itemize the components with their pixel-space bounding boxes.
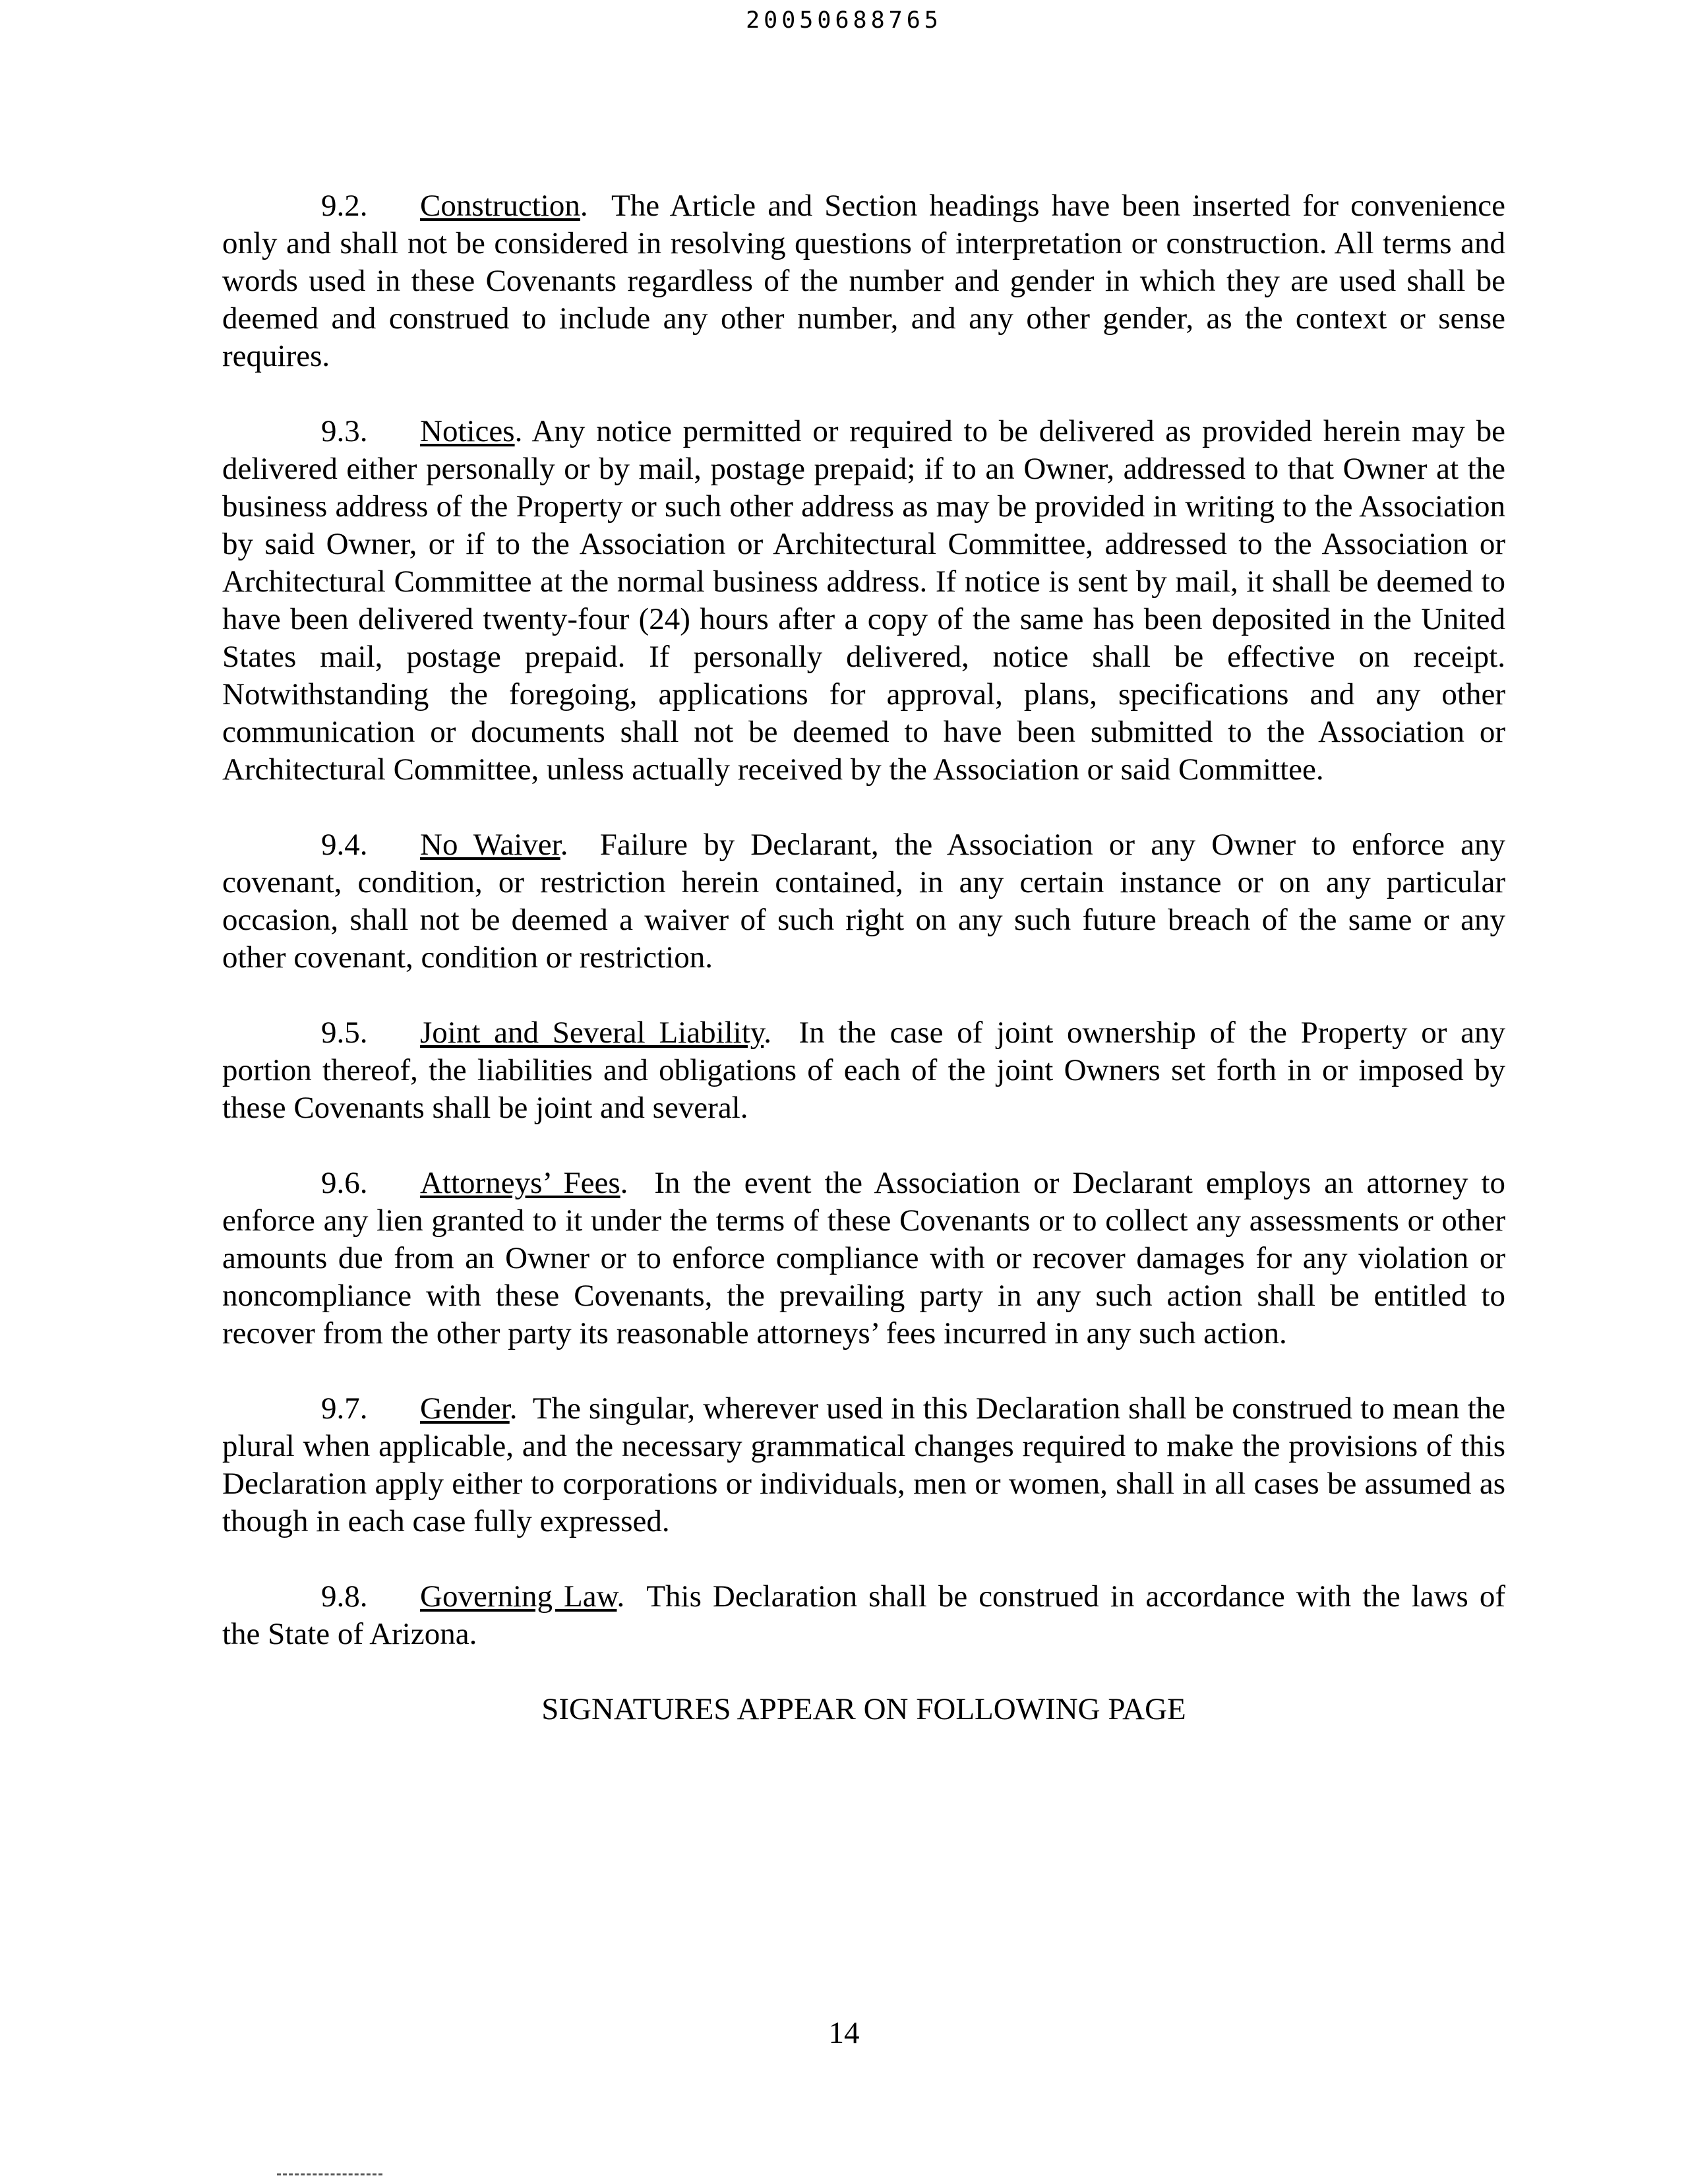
section-title: Notices — [420, 414, 515, 448]
section-body: This Declaration shall be construed in accordance with the laws of the State of Arizona. — [222, 1579, 1505, 1651]
section-9-6 — [222, 1165, 1505, 1352]
section-9-2 — [222, 187, 1505, 375]
title-period: . — [617, 1579, 625, 1614]
section-number: 9.8. — [321, 1579, 368, 1614]
title-period: . — [620, 1166, 628, 1200]
title-period: . — [509, 1391, 518, 1426]
section-title: Attorneys’ Fees — [420, 1166, 620, 1200]
document-body — [222, 187, 1505, 1728]
section-9-5 — [222, 1014, 1505, 1127]
section-title: Joint and Several Liability — [420, 1016, 764, 1050]
section-body: Failure by Declarant, the Association or any Owner to enforce any covenant, condition, or restriction herein contained, in any certain instance or on any particular occasion, shall not be deemed a waiver of such right on any such future breach of the same or any other covenant, condition or restriction. — [222, 828, 1505, 975]
section-body: The Article and Section headings have been inserted for convenience only and shall not be considered in resolving questions of interpretation or construction. All terms and words used in these Covenants regardless of the number and gender in which they are used shall be deemed and construed to include any other number, and any other gender, as the context or sense requires. — [222, 189, 1506, 373]
section-body: The singular, wherever used in this Declaration shall be construed to mean the plural when applicable, and the necessary grammatical changes required to make the provisions of this Declaration apply either to corporations or individuals, men or women, shall in all cases be assumed as though in each case fully expressed. — [222, 1391, 1505, 1538]
section-9-8 — [222, 1578, 1505, 1653]
section-number: 9.5. — [321, 1016, 368, 1050]
document-number-header: 20050688765 — [746, 7, 942, 34]
section-9-3 — [222, 413, 1505, 789]
section-number: 9.4. — [321, 828, 368, 862]
section-number: 9.7. — [321, 1391, 368, 1426]
section-number: 9.6. — [321, 1166, 368, 1200]
section-number: 9.3. — [321, 414, 368, 448]
page-number: 14 — [828, 2016, 860, 2050]
scan-artifact-line — [277, 2173, 382, 2175]
section-body: Any notice permitted or required to be delivered as provided herein may be delivered either personally or by mail, postage prepaid; if to an Owner, addressed to that Owner at the business address of the Property or such other address as may be provided in writing to the Association by said Owner, or if to the Association or Architectural Committee, addressed to the Association or Architectural Committee at the normal business address. If notice is sent by mail, it shall be deemed to have been delivered twenty-four (24) hours after a copy of the same has been deposited in the United States mail, postage prepaid. If personally delivered, notice shall be effective on receipt. Notwithstanding the foregoing, applications for approval, plans, specifications and any other communication or documents shall not be deemed to have been submitted to the Association or Architectural Committee, unless actually received by the Association or said Committee. — [222, 414, 1505, 787]
section-body: In the event the Association or Declarant employs an attorney to enforce any lien granted to it under the terms of these Covenants or to collect any assessments or other amounts due from an Owner or to enforce compliance with or recover damages for any violation or noncompliance with these Covenants, the prevailing party in any such action shall be entitled to recover from the other party its reasonable attorneys’ fees incurred in any such action. — [222, 1166, 1505, 1350]
title-period: . — [764, 1016, 772, 1050]
signatures-notice: SIGNATURES APPEAR ON FOLLOWING PAGE — [541, 1692, 1186, 1726]
section-9-7 — [222, 1390, 1505, 1540]
title-period: . — [560, 828, 568, 862]
section-title: Construction — [420, 189, 580, 223]
section-title: No Waiver — [420, 828, 560, 862]
title-period: . — [580, 189, 588, 223]
section-title: Gender — [420, 1391, 510, 1426]
section-9-4 — [222, 826, 1505, 977]
section-title: Governing Law — [420, 1579, 617, 1614]
section-body: In the case of joint ownership of the Property or any portion thereof, the liabilities and obligations of each of the joint Owners set forth in or imposed by these Covenants shall be joint and several. — [222, 1016, 1506, 1125]
title-period: . — [514, 414, 523, 448]
section-number: 9.2. — [321, 189, 368, 223]
